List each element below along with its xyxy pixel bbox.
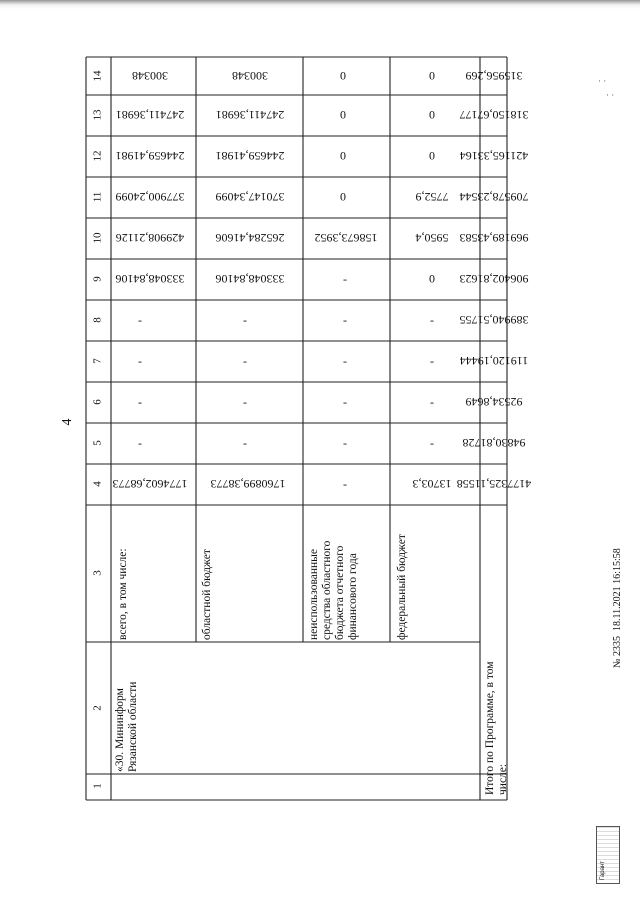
column-header-5: 5 (91, 440, 104, 446)
registration-timestamp: 18.11.2021 16:15:58 (612, 548, 623, 631)
value-cell: - (343, 313, 347, 327)
value-cell: - (430, 395, 434, 409)
scan-speck: · · (606, 90, 615, 100)
value-cell: 13703,3 (412, 477, 452, 491)
value-cell: 709578,23544 (459, 190, 529, 204)
executor-cell: Мининформ Рязанской области (114, 681, 139, 772)
value-cell: - (343, 395, 347, 409)
value-cell: 906402,81623 (459, 272, 529, 286)
column-header-14: 14 (91, 70, 104, 82)
value-cell: - (430, 313, 434, 327)
value-cell: 333048,84106 (115, 272, 185, 286)
column-header-9: 9 (91, 276, 104, 282)
value-cell: - (243, 313, 247, 327)
value-cell: 300348 (232, 69, 268, 83)
value-cell: 119120,19444 (459, 354, 529, 368)
column-header-6: 6 (91, 399, 104, 405)
value-cell: 389940,51755 (459, 313, 529, 327)
column-header-13: 13 (91, 109, 104, 121)
column-header-7: 7 (91, 358, 104, 364)
value-cell: 7752,9 (415, 190, 449, 204)
value-cell: 158673,3952 (314, 231, 378, 245)
column-header-1: 1 (91, 783, 104, 789)
value-cell: 315956,269 (465, 69, 523, 83)
value-cell: 0 (429, 108, 435, 122)
source-regional-cell: областной бюджет (201, 549, 213, 640)
value-cell: - (343, 436, 347, 450)
value-cell: 300348 (132, 69, 168, 83)
registration-number: № 2335 (612, 635, 623, 668)
value-cell: - (138, 313, 142, 327)
value-cell: 247411,36981 (115, 108, 185, 122)
value-cell: - (243, 436, 247, 450)
column-header-2: 2 (91, 705, 104, 711)
column-header-11: 11 (91, 191, 104, 203)
value-cell: 377900,24099 (115, 190, 185, 204)
stamp-label: Гарант (600, 861, 606, 880)
source-unused-cell: неиспользованные средства областного бюджета отчетного финансового года (308, 540, 359, 640)
column-header-3: 3 (91, 570, 104, 576)
value-cell: 0 (429, 69, 435, 83)
column-header-8: 8 (91, 317, 104, 323)
value-cell: 94830,81728 (462, 436, 526, 450)
value-cell: 244659,41981 (115, 149, 185, 163)
registration-footer (612, 548, 623, 668)
column-header-10: 10 (91, 232, 104, 244)
value-cell: 0 (340, 190, 346, 204)
value-cell: - (430, 436, 434, 450)
value-cell: 333048,84106 (215, 272, 285, 286)
value-cell: 247411,36981 (215, 108, 285, 122)
value-cell: - (343, 354, 347, 368)
value-cell: 1760899,38773 (210, 477, 286, 491)
value-cell: - (343, 477, 347, 491)
column-header-12: 12 (91, 150, 104, 162)
value-cell: 969189,43583 (459, 231, 529, 245)
value-cell: 421165,33164 (459, 149, 529, 163)
value-cell: 92534,8649 (465, 395, 523, 409)
value-cell: 370147,34099 (215, 190, 285, 204)
value-cell: 5950,4 (415, 231, 449, 245)
value-cell: 0 (340, 69, 346, 83)
value-cell: - (243, 395, 247, 409)
column-header-4: 4 (91, 481, 104, 487)
value-cell: - (430, 354, 434, 368)
value-cell: - (138, 354, 142, 368)
scan-speck: · · (598, 76, 607, 86)
value-cell: - (243, 354, 247, 368)
value-cell: 0 (429, 149, 435, 163)
program-total-label: Итого по Программе, в том числе: (484, 661, 509, 795)
value-cell: 0 (340, 149, 346, 163)
source-total-cell: всего, в том числе: (117, 548, 129, 640)
value-cell: - (138, 436, 142, 450)
value-cell: - (343, 272, 347, 286)
value-cell: 1774602,68773 (112, 477, 188, 491)
page-number: 4 (60, 418, 75, 426)
value-cell: 244659,41981 (215, 149, 285, 163)
item-number-cell: «30. Мининформ Рязанской области (114, 681, 139, 772)
value-cell: 4177325,11558 (456, 477, 532, 491)
value-cell: 0 (340, 108, 346, 122)
source-federal-cell: федеральный бюджет (396, 534, 408, 640)
value-cell: 318150,67177 (459, 108, 529, 122)
value-cell: 265284,41606 (215, 231, 285, 245)
value-cell: 0 (429, 272, 435, 286)
value-cell: - (138, 395, 142, 409)
value-cell: 429908,21126 (115, 231, 185, 245)
